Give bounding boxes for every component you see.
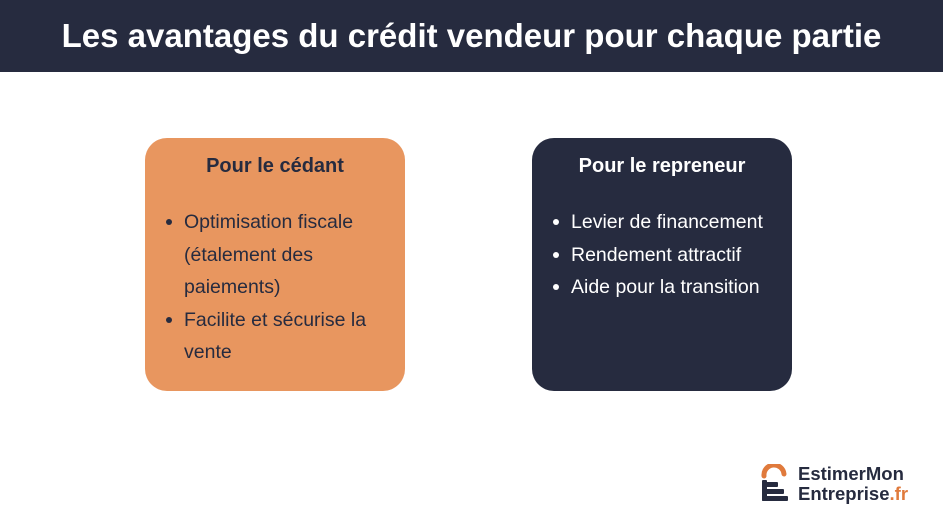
brand-logo [760, 464, 930, 510]
bullet-icon [553, 219, 559, 225]
benefit-list [532, 206, 792, 304]
list-item-text: Rendement attractif [571, 243, 742, 266]
logo-text [798, 464, 908, 504]
logo-line-1: EstimerMon [798, 463, 904, 484]
benefit-list [145, 206, 405, 369]
card-title: Pour le cédant [206, 155, 344, 177]
logo-line-2 [798, 484, 908, 504]
list-item-text: Aide pour la transition [571, 276, 760, 298]
bullet-icon [166, 219, 172, 225]
card-repreneur [532, 138, 792, 391]
list-item-text: Optimisation fiscale (étalement des paiements) [184, 211, 354, 298]
card-cedant [145, 138, 405, 391]
list-item [550, 271, 783, 304]
bullet-icon [553, 252, 559, 258]
list-item-text: Levier de financement [571, 211, 763, 233]
bullet-icon [166, 317, 172, 323]
list-item-text: Facilite et sécurise la vente [184, 308, 367, 363]
header-bar [0, 0, 943, 72]
list-item [550, 206, 783, 239]
page-title: Les avantages du crédit vendeur pour chaque partie [61, 17, 882, 54]
card-title: Pour le repreneur [578, 155, 746, 177]
logo-name: Entreprise [798, 483, 890, 504]
bullet-icon [553, 284, 559, 290]
list-item [163, 206, 396, 304]
list-item [163, 304, 396, 369]
list-item [550, 239, 783, 272]
logo-tld: .fr [889, 483, 909, 504]
logo-mark-icon [760, 464, 790, 504]
